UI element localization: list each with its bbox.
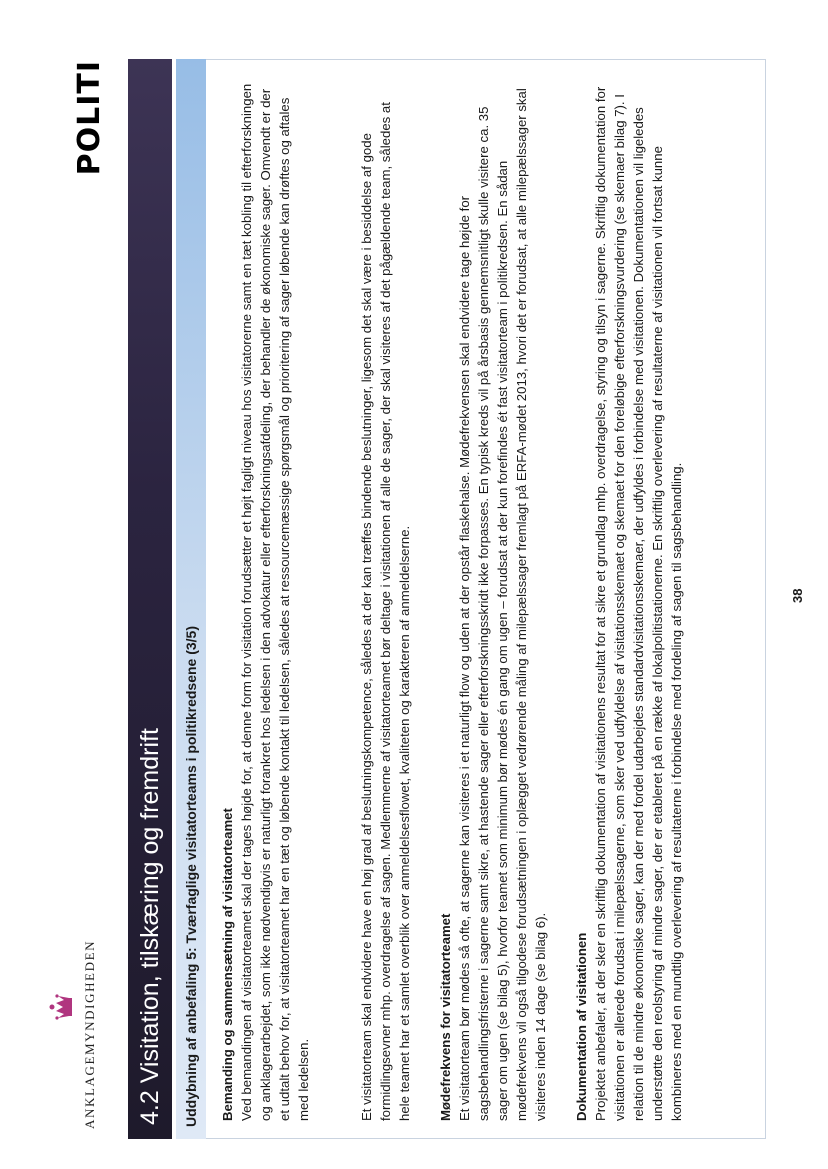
section-paragraph: Et visitatorteam skal endvidere have en høj grad af beslutningskompetence, således at der kan træffes bindende beslutninger, ligesom det skal være i besiddelse af gode formidlingsevner mhp. overdragelse af sagen. Medlemmerne af visitatorteamet bør deltage i visitationen af alle de sager, der skal visiteres af det pågældende team, således at hele teamet har et samlet overblik over anmeldelsesflowet, kvaliteten og karakteren af anmeldelserne. — [359, 102, 412, 1121]
section-heading: Bemanding og sammensætning af visitatorteamet — [220, 808, 235, 1121]
politi-logo: POLITI — [72, 60, 107, 176]
crown-icon — [48, 993, 74, 1021]
section-heading: Dokumentation af visitationen — [574, 932, 589, 1121]
section-bemanding — [218, 81, 414, 1121]
anklagemyndigheden-logo — [48, 869, 108, 1129]
page-title: 4.2 Visitation, tilskæring og fremdrift — [128, 59, 172, 1139]
section-paragraph: Projektet anbefaler, at der sker en skriftlig dokumentation af visitationens resultat for at sikre et grundlag mhp. overdragelse, styring og tilsyn i sagerne. Skriftlig dokumentation for visitationen er allerede forudsat i milepælssagerne, som sker ved udfyldelse af visitationsskemaet og skemaet for den foreløbige efterforskningsvurdering (se skemaer bilag 7). I relation til de mindre økonomiske sager, kan der med fordel udarbejdes standardvisitationsskemaer, der udfyldes i forbindelse med visitationen. Dokumentationen vil ligeledes understøtte den reolstyring af mindre sager, der er etableret på en række af lokalpolitistationerne. En skriftlig overlevering af resultaterne af visitationen vil fortsat kunne kombineres med en mundtlig overlevering af resultaterne i forbindelse med fordeling af sagen til sagsbehandling. — [593, 86, 684, 1121]
logo-left-text: ANKLAGEMYNDIGHEDEN — [82, 939, 97, 1129]
section-moedefrekvens — [436, 81, 550, 1121]
content-body — [218, 81, 708, 1121]
section-paragraph: Et visitatorteam bør mødes så ofte, at sagerne kan visiteres i et naturligt flow og uden at der opstår flaskehalse. Mødefrekvensen skal endvidere tage højde for sagsbehandlingsfristerne i sagerne samt sikre, at hastende sager eller efterforskningsskridt ikke forpasses. En typisk kreds vil på årsbasis gennemsnitligt skulle visitere ca. 35 sager om ugen (se bilag 5), hvorfor teamet som minimum bør mødes én gang om ugen – forudsat at der kun forefindes ét fast visitatorteam i politikredsen. En sådan mødefrekvens vil også tilgodese forudsætningen i oplægget vedrørende måling af milepælssager fremlagt på ERFA-mødet 2013, hvori det er forudsat, at alle milepælssager skal visiteres inden 14 dage (se bilag 6). — [457, 88, 548, 1121]
section-heading: Mødefrekvens for visitatorteamet — [438, 913, 453, 1121]
section-paragraph: Ved bemandingen af visitatorteamet skal der tages højde for, at denne form for visitation forudsætter et højt fagligt niveau hos visitatorerne samt en tæt kobling til efterforskningen og anklagerarbejdet, som ikke nødvendigvis er naturligt forankret hos ledelsen i den advokatur eller efterforskningsafdeling, der behandler de økonomiske sager. Omvendt er der et udtalt behov for, at visitatorteamet har en tæt og løbende kontakt til ledelsen, således at ressourcemæssige spørgsmål og prioritering af sager løbende kan drøftes og aftales med ledelsen. — [239, 83, 311, 1121]
section-dokumentation — [572, 81, 686, 1121]
page-subtitle: Uddybning af anbefaling 5: Tværfaglige visitatorteams i politikredsene (3/5) — [176, 59, 206, 1139]
page-number: 38 — [790, 588, 805, 603]
